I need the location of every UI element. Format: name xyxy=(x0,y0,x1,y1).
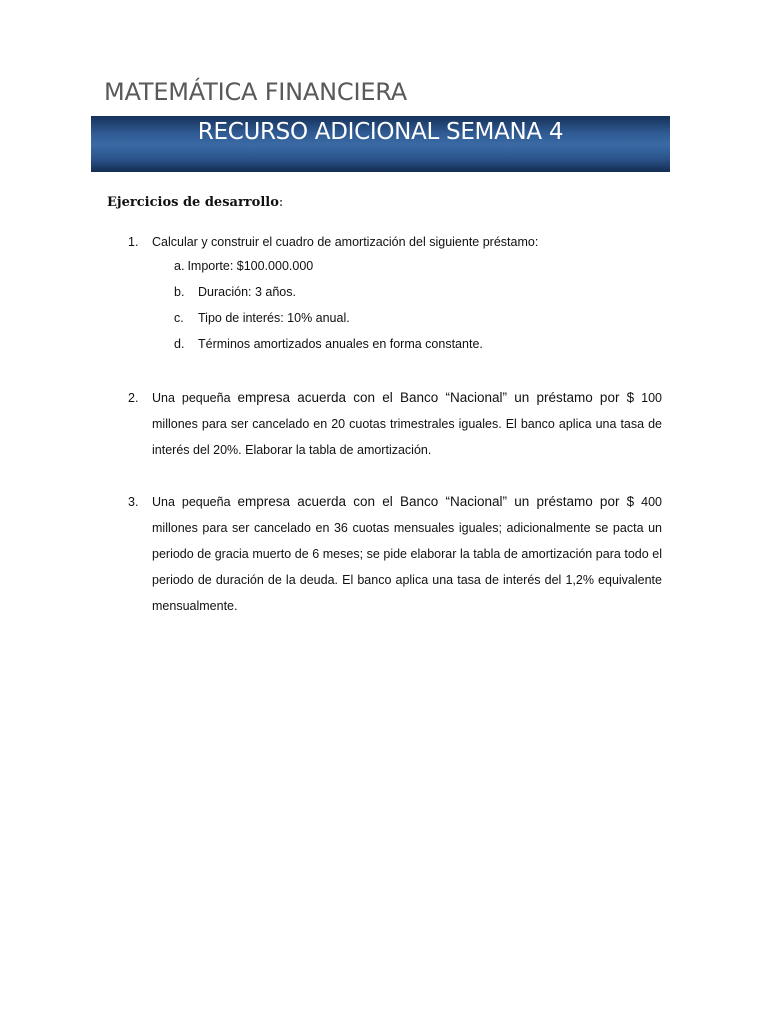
list-item-letter: c. xyxy=(174,311,184,325)
exercise-text-part: 100 millones para ser cancelado en 20 cuotas trimestrales iguales. El banco aplica una tasa de interés del 20%. Elaborar la tabla de amortización. xyxy=(152,391,662,457)
list-item xyxy=(174,311,350,325)
section-heading-text: Ejercicios de desarrollo xyxy=(107,195,279,210)
exercise-2 xyxy=(128,385,662,463)
list-item-text: Términos amortizados anuales en forma constante. xyxy=(198,337,483,351)
list-item-letter: b. xyxy=(174,285,185,299)
list-item-text: Duración: 3 años. xyxy=(198,285,296,299)
list-item-letter: a. xyxy=(174,259,185,273)
page-title: MATEMÁTICA FINANCIERA xyxy=(104,78,408,106)
exercise-3 xyxy=(128,489,662,619)
exercise-1 xyxy=(128,229,662,255)
section-heading xyxy=(107,195,283,210)
exercise-text-part: Una pequeña xyxy=(152,495,238,509)
list-item-text: Tipo de interés: 10% anual. xyxy=(198,311,350,325)
list-item xyxy=(174,259,313,273)
exercise-text-part: empresa acuerda con el Banco “Nacional” un préstamo por $ xyxy=(237,494,635,509)
list-item-letter: d. xyxy=(174,337,185,351)
exercise-text xyxy=(152,385,662,463)
exercise-text-part: Una pequeña xyxy=(152,391,238,405)
exercise-number: 1. xyxy=(128,235,139,249)
exercise-text: Calcular y construir el cuadro de amortización del siguiente préstamo: xyxy=(152,235,539,249)
banner-title: RECURSO ADICIONAL SEMANA 4 xyxy=(197,119,564,145)
section-heading-colon: : xyxy=(278,195,284,210)
exercise-text-part: empresa acuerda con el Banco “Nacional” un préstamo por $ xyxy=(237,390,635,405)
list-item-text: Importe: $100.000.000 xyxy=(187,259,314,273)
exercise-number: 2. xyxy=(128,391,139,405)
list-item xyxy=(174,285,296,299)
exercise-text-part: 400 millones para ser cancelado en 36 cuotas mensuales iguales; adicionalmente se pacta un periodo de gracia muerto de 6 meses; se pide elaborar la tabla de amortización para todo el periodo de duración de la deuda. El banco aplica una tasa de interés del 1,2% equivalente mensualmente. xyxy=(152,495,662,613)
header-banner xyxy=(91,116,670,172)
exercise-text xyxy=(152,489,662,619)
exercise-number: 3. xyxy=(128,495,139,509)
list-item xyxy=(174,337,483,351)
